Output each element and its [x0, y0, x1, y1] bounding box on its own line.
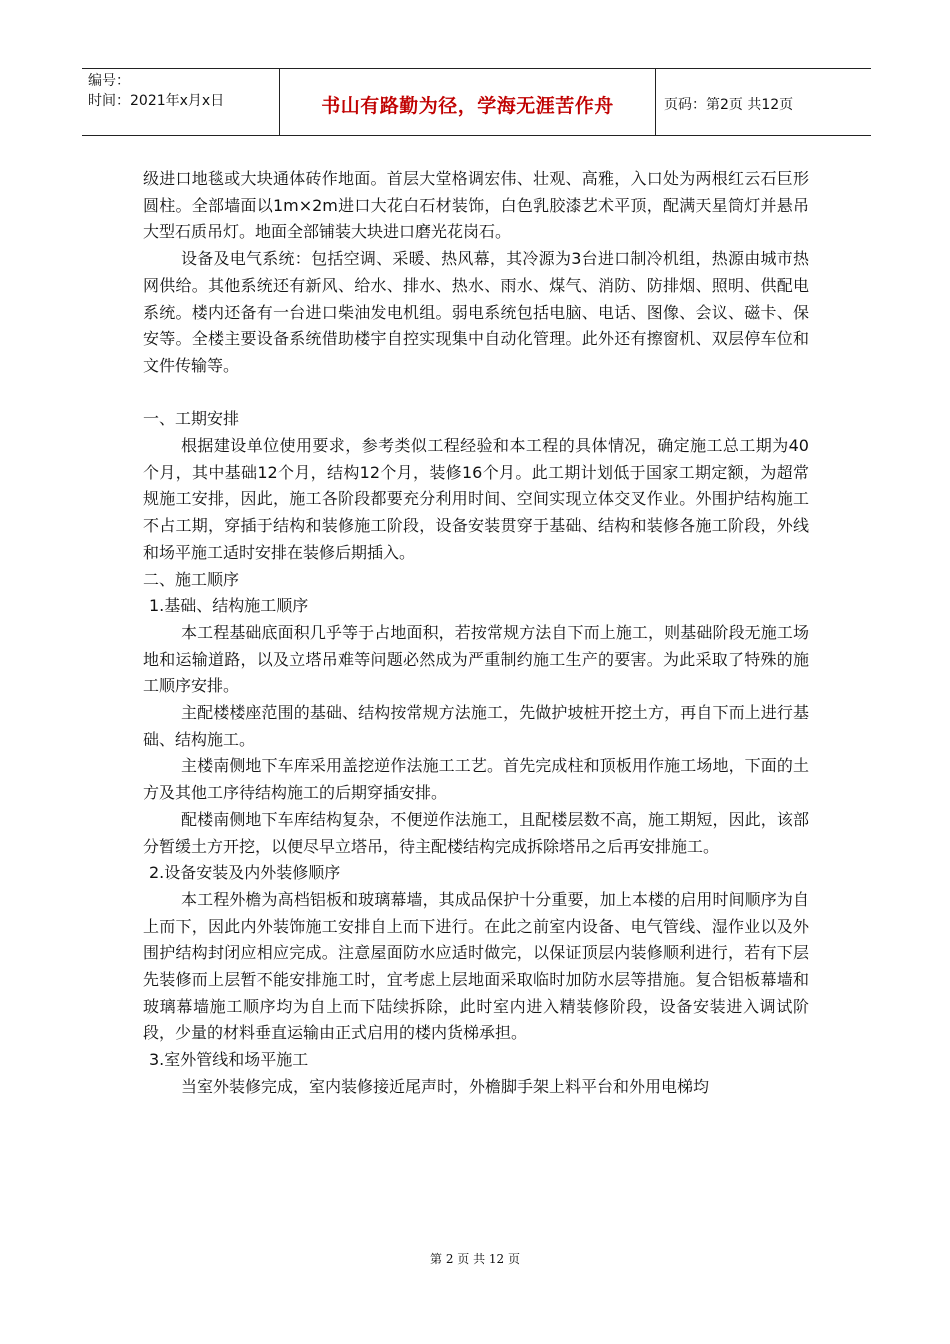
header-motto: 书山有路勤为径，学海无涯苦作舟 — [321, 95, 614, 117]
body-paragraph: 根据建设单位使用要求，参考类似工程经验和本工程的具体情况，确定施工总工期为40个月，其中基础12个月，结构12个月，装修16个月。此工期计划低于国家工期定额，为超常规施工安排，因此，施工各阶段都要充分利用时间、空间实现立体交叉作业。外围护结构施工不占工期，穿插于结构和装修施工阶段，设备安装贯穿于基础、结构和装修各施工阶段，外线和场平施工适时安排在装修后期插入。 — [143, 436, 809, 562]
paragraph-gap — [143, 380, 809, 407]
body-paragraph: 配楼南侧地下车库结构复杂，不便逆作法施工，且配楼层数不高，施工期短，因此，该部分暂缓土方开挖，以便尽早立塔吊，待主配楼结构完成拆除塔吊之后再安排施工。 — [143, 809, 809, 856]
body-paragraph: 设备及电气系统：包括空调、采暖、热风幕，其冷源为3台进口制冷机组，热源由城市热网供给。其他系统还有新风、给水、排水、热水、雨水、煤气、消防、防排烟、照明、供配电系统。楼内还备有一台进口柴油发电机组。弱电系统包括电脑、电话、图像、会议、磁卡、保安等。全楼主要设备系统借助楼宇自控实现集中自动化管理。此外还有擦窗机、双层停车位和文件传输等。 — [143, 249, 809, 375]
document-number-label: 编号： — [88, 73, 130, 89]
header-page-cell — [656, 69, 871, 135]
subsection-heading: 2.设备安装及内外装修顺序 — [149, 863, 341, 883]
body-paragraph: 当室外装修完成，室内装修接近尾声时，外檐脚手架上料平台和外用电梯均 — [181, 1076, 710, 1096]
body-paragraph: 级进口地毯或大块通体砖作地面。首层大堂格调宏伟、壮观、高雅，入口处为两根红云石巨形圆柱。全部墙面以1m×2m进口大花白石材装饰，白色乳胶漆艺术平顶，配满天星筒灯并悬吊大型石质吊灯。地面全部铺装大块进口磨光花岗石。 — [143, 169, 809, 242]
subsection-heading: 3.室外管线和场平施工 — [149, 1050, 309, 1070]
header-meta — [82, 69, 280, 135]
page-header — [82, 68, 871, 136]
body-paragraph: 主楼南侧地下车库采用盖挖逆作法施工工艺。首先完成柱和顶板用作施工场地，下面的土方及其他工序待结构施工的后期穿插安排。 — [143, 756, 809, 803]
body-paragraph: 本工程外檐为高档铝板和玻璃幕墙，其成品保护十分重要，加上本楼的启用时间顺序为自上而下，因此内外装饰施工安排自上而下进行。在此之前室内设备、电气管线、湿作业以及外围护结构封闭应相应完成。注意屋面防水应适时做完，以保证顶层内装修顺利进行，若有下层先装修而上层暂不能安排施工时，宜考虑上层地面采取临时加防水层等措施。复合铝板幕墙和玻璃幕墙施工顺序均为自上而下陆续拆除，此时室内进入精装修阶段，设备安装进入调试阶段，少量的材料垂直运输由正式启用的楼内货梯承担。 — [143, 889, 809, 1043]
body-paragraph: 主配楼楼座范围的基础、结构按常规方法施工，先做护坡桩开挖土方，再自下而上进行基础、结构施工。 — [143, 703, 809, 749]
header-motto-cell — [280, 69, 656, 135]
section-heading: 一、工期安排 — [143, 409, 240, 429]
document-time-label: 时间：2021年x月x日 — [88, 93, 225, 109]
section-heading: 二、施工顺序 — [143, 569, 240, 589]
body-paragraph: 本工程基础底面积几乎等于占地面积，若按常规方法自下而上施工，则基础阶段无施工场地和运输道路，以及立塔吊难等问题必然成为严重制约施工生产的要害。为此采取了特殊的施工顺序安排。 — [143, 622, 809, 696]
page-footer: 第 2 页 共 12 页 — [430, 1252, 520, 1266]
document-body — [143, 166, 809, 1101]
header-page-info: 页码：第2页 共12页 — [664, 97, 794, 113]
subsection-heading: 1.基础、结构施工顺序 — [149, 596, 309, 616]
